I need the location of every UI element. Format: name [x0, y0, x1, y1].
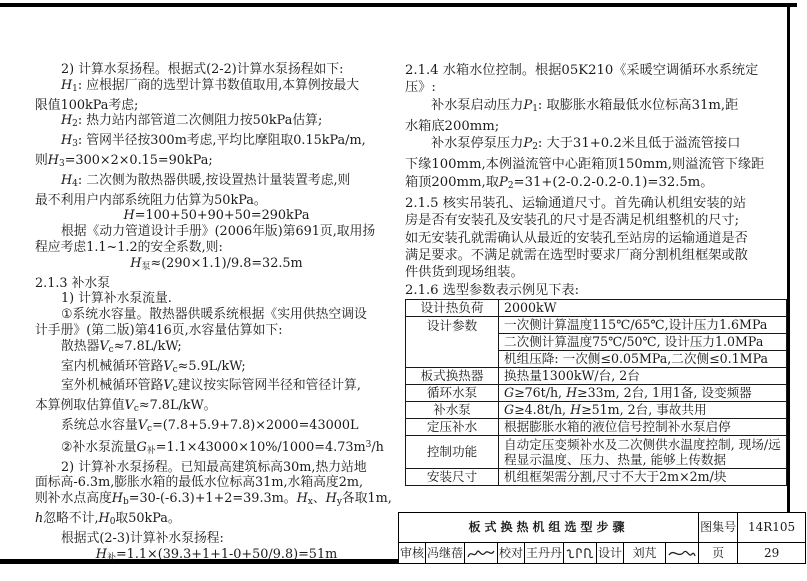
right-text-column [405, 62, 787, 486]
text-line: 室内机械循环管路$V_c\approx 5.9L/kW$; [61, 358, 246, 375]
text-line: 压》: [405, 80, 436, 96]
top-border-line [0, 3, 797, 7]
param-value: 自动定压变频补水及二次侧供水温度控制, 现场/远程显示温度、压力、热量, 能够上传数据 [499, 435, 787, 468]
checker-name: 王丹丹 [525, 543, 564, 564]
text-line: 水箱底200mm; [405, 118, 500, 134]
text-line: 补水泵启动压力$P_1$: 取膨胀水箱最低水位标高31m,距 [431, 97, 739, 114]
page-number-label: 页 [699, 543, 738, 564]
text-line: 室外机械循环管路$V_c$建议按实际管网半径和管径计算, [61, 378, 361, 395]
text-line: $H_4$: 二次侧为散热器供暖,按设置热计量装置考虑,则 [61, 172, 351, 189]
table-row [406, 384, 787, 401]
param-label: 定压补水 [406, 418, 499, 435]
reviewer-name: 冯继蓓 [426, 543, 465, 564]
text-line: 面标高-6.3m,膨胀水箱的最低水位标高31m,水箱高度2m, [35, 475, 364, 491]
left-text-column [35, 62, 398, 566]
text-line: 最不利用户内部系统阻力估算为50kPa。 [35, 192, 267, 208]
param-value: G≥4.8t/h, H≥51m, 2台, 事故共用 [499, 401, 787, 418]
text-line: 2) 计算补水泵扬程。已知最高建筑标高30m,热力站地 [61, 459, 367, 475]
table-row [406, 435, 787, 468]
text-line: 本算例取估算值$V_c\approx 7.8L/kW$。 [35, 398, 217, 415]
page-number-value: 29 [738, 543, 806, 564]
text-line: $H_补=1.1\times(39.3+1+1-0+50/9.8)=51m$ [95, 546, 338, 563]
text-line: 则补水点高度$H_b=30-(-6.3)+1+2=39.3m$。$H_x$、$H_y$各取1m, [35, 491, 392, 508]
text-line: $H_泵\approx(290\times 1.1)/9.8=32.5m$ [130, 255, 303, 272]
title-block-row [399, 543, 806, 564]
text-line: $H_3$: 管网半径按300m考虑,平均比摩阻取0.15kPa/m, [61, 133, 366, 150]
checker-label: 校对 [498, 543, 525, 564]
param-label: 控制功能 [406, 435, 499, 468]
text-line: 2.1.6 选型参数表示例见下表: [405, 282, 580, 298]
text-line: 则$H_3=300\times 2\times 0.15=90kPa$; [35, 152, 213, 169]
title-block-row [399, 513, 806, 543]
param-value: 2000kW [499, 299, 787, 316]
text-line: ①系统水容量。散热器供暖系统根据《实用供热空调设 [61, 307, 367, 323]
table-row [406, 401, 787, 418]
text-line: $H_1$: 应根据厂商的选型计算书数值取用,本算例按最大 [61, 77, 360, 94]
text-line: 限值100kPa考虑; [35, 97, 139, 113]
reviewer-signature-icon [465, 543, 498, 564]
param-value: 根据膨胀水箱的液位信号控制补水泵启停 [499, 418, 787, 435]
text-line: 2) 计算水泵扬程。根据式(2-2)计算水泵扬程如下: [61, 62, 344, 77]
param-label: 板式换热器 [406, 367, 499, 384]
drawing-title-block [398, 512, 806, 564]
param-value: 机组压降: 一次侧≤0.05MPa,二次侧≤0.1MPa [499, 350, 787, 367]
atlas-number-value: 14R105 [738, 513, 806, 543]
param-label: 安装尺寸 [406, 468, 499, 485]
text-line: 2.1.3 补水泵 [35, 275, 111, 291]
text-line: 计手册》(第二版)第416页,水容量估算如下: [35, 322, 283, 338]
param-label: 设计参数 [406, 316, 499, 367]
text-line: 件供货到现场组装。 [405, 265, 524, 281]
text-line: 箱顶200mm,取$P_2=31+(2-0.2-0.2-0.1)=32.5m$。 [405, 174, 714, 191]
text-line: 程应考虑1.1~1.2的安全系数,则: [35, 239, 223, 255]
text-line: H=100+50+90+50=290kPa [123, 208, 310, 224]
table-row [406, 367, 787, 384]
selection-parameters-table [405, 299, 787, 486]
text-line: 补水泵停泵压力$P_2$: 大于31+0.2米且低于溢流管接口 [431, 136, 741, 153]
reviewer-label: 审核 [399, 543, 426, 564]
table-row [406, 418, 787, 435]
param-value: 二次侧计算温度75℃/50℃, 设计压力1.0MPa [499, 333, 787, 350]
text-line: 2.1.4 水箱水位控制。根据05K210《采暖空调循环水系统定 [405, 63, 759, 78]
text-line: 满足要求。不满足就需在选型时要求厂商分割机组框架或散 [405, 247, 748, 263]
param-value: 换热量1300kW/台, 2台 [499, 367, 787, 384]
text-line: 如无安装孔就需确认从最近的安装孔至站房的运输通道是否 [405, 230, 748, 246]
text-line: 根据《动力管道设计手册》(2006年版)第691页,取用扬 [61, 224, 376, 240]
text-line: 根据式(2-3)计算补水泵扬程: [61, 530, 224, 546]
text-line: 散热器$V_c\approx 7.8L/kW$; [61, 338, 182, 355]
table-row [406, 468, 787, 485]
atlas-number-label: 图集号 [699, 513, 738, 543]
text-line: 1) 计算补水泵流量. [61, 291, 172, 307]
param-value: 机组框架需分割,尺寸不大于2m×2m/块 [499, 468, 787, 485]
designer-signature-icon [666, 543, 699, 564]
text-line: $H_2$: 热力站内部管道二次侧阻力按50kPa估算; [61, 113, 323, 130]
designer-label: 设计 [597, 543, 624, 564]
table-row [406, 299, 787, 316]
right-border-line [787, 4, 790, 563]
param-label: 循环水泵 [406, 384, 499, 401]
param-label: 设计热负荷 [406, 299, 499, 316]
text-line: 房是否有安装孔及安装孔的尺寸是否满足机组整机的尺寸; [405, 213, 740, 229]
param-value: G≥76t/h, H≥33m, 2台, 1用1备, 设变频器 [499, 384, 787, 401]
text-line: 2.1.5 核实吊装孔、运输通道尺寸。首先确认机组安装的站 [405, 196, 747, 212]
checker-signature-icon [564, 543, 597, 564]
designer-name: 刘芃 [624, 543, 666, 564]
table-row [406, 316, 787, 333]
param-value: 一次侧计算温度115℃/65℃,设计压力1.6MPa [499, 316, 787, 333]
text-line: ②补水泵流量$G_补=1.1\times 43000\times 10\%/1000=4.73m^3/h$ [61, 439, 384, 456]
text-line: 系统总水容量$V_c=(7.8+5.9+7.8)\times 2000=43000L$ [61, 417, 359, 434]
text-line: h忽略不计$,H_0$取50kPa。 [35, 510, 181, 527]
page-title: 板式换热机组选型步骤 [399, 513, 699, 543]
param-label: 补水泵 [406, 401, 499, 418]
text-line: 下缘100mm,本例溢流管中心距箱顶150mm,则溢流管下缘距 [405, 157, 765, 173]
right-column-paragraphs [405, 62, 787, 299]
